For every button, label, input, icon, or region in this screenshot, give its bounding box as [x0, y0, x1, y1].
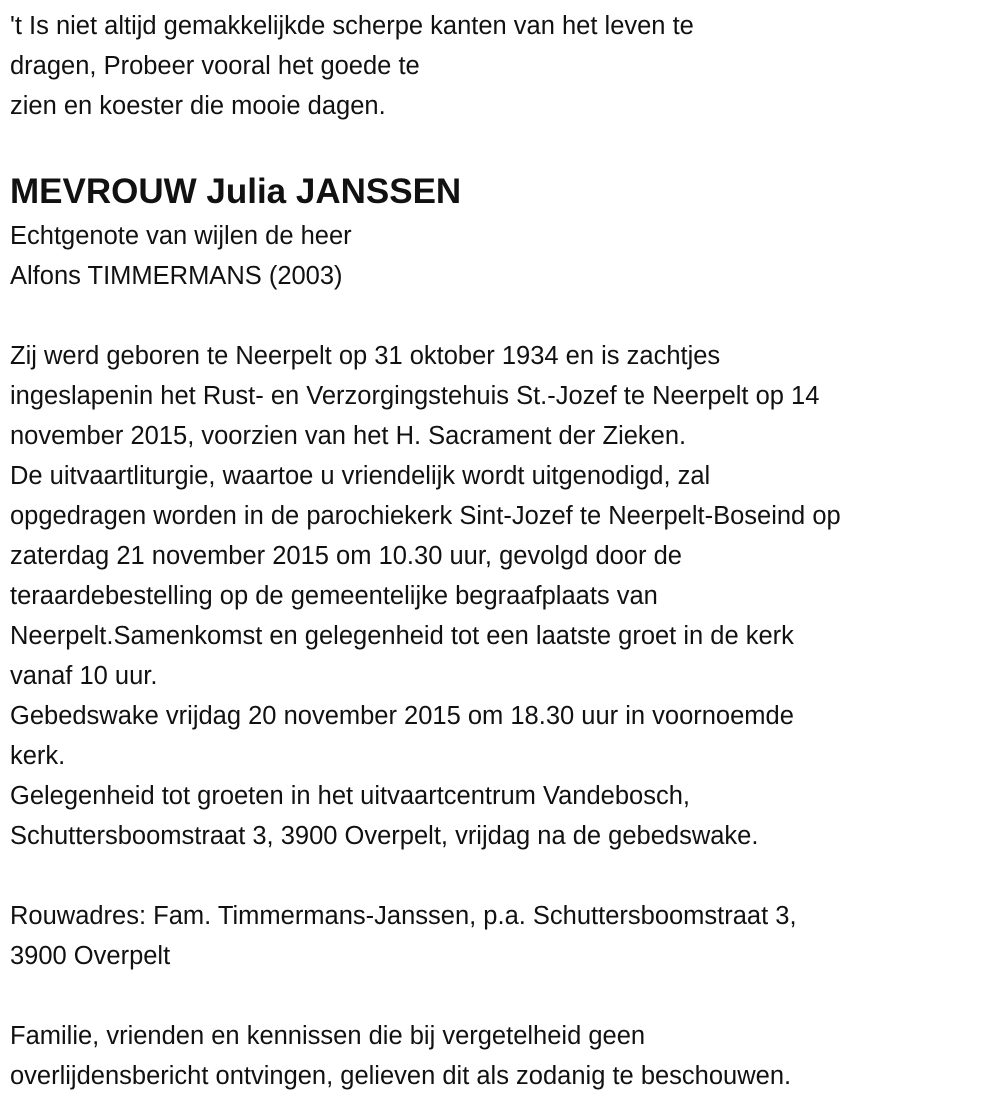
address-line: Rouwadres: Fam. Timmermans-Janssen, p.a. Schuttersboomstraat 3, — [10, 902, 797, 930]
body-line: november 2015, voorzien van het H. Sacrament der Zieken. — [10, 422, 687, 450]
body-line: Neerpelt.Samenkomst en gelegenheid tot een laatste groet in de kerk — [10, 622, 794, 650]
body-line: teraardebestelling op de gemeentelijke begraafplaats van — [10, 582, 658, 610]
body-line: vanaf 10 uur. — [10, 662, 158, 690]
body-line: Gebedswake vrijdag 20 november 2015 om 18.30 uur in voornoemde — [10, 702, 794, 730]
body-line: opgedragen worden in de parochiekerk Sint-Jozef te Neerpelt-Boseind op — [10, 502, 841, 530]
body-line: Gelegenheid tot groeten in het uitvaartcentrum Vandebosch, — [10, 782, 690, 810]
closing-note — [10, 1016, 841, 1096]
subtitle-line: Alfons TIMMERMANS (2003) — [10, 262, 343, 290]
closing-line: Familie, vrienden en kennissen die bij vergetelheid geen — [10, 1022, 646, 1050]
closing-line: overlijdensbericht ontvingen, gelieven dit als zodanig te beschouwen. — [10, 1062, 792, 1090]
subtitle — [10, 216, 841, 296]
poem-line: dragen, Probeer vooral het goede te — [10, 52, 420, 80]
poem — [10, 6, 841, 126]
obituary-notice — [10, 6, 841, 1096]
address-line: 3900 Overpelt — [10, 942, 171, 970]
poem-line: zien en koester die mooie dagen. — [10, 92, 386, 120]
body-line: kerk. — [10, 742, 66, 770]
body-text — [10, 336, 841, 856]
body-line: zaterdag 21 november 2015 om 10.30 uur, gevolgd door de — [10, 542, 682, 570]
mourning-address — [10, 896, 841, 976]
body-line: De uitvaartliturgie, waartoe u vriendelijk wordt uitgenodigd, zal — [10, 462, 711, 490]
body-line: ingeslapenin het Rust- en Verzorgingstehuis St.-Jozef te Neerpelt op 14 — [10, 382, 820, 410]
poem-line: 't Is niet altijd gemakkelijkde scherpe kanten van het leven te — [10, 12, 694, 40]
body-line: Schuttersboomstraat 3, 3900 Overpelt, vrijdag na de gebedswake. — [10, 822, 759, 850]
body-line: Zij werd geboren te Neerpelt op 31 oktober 1934 en is zachtjes — [10, 342, 721, 370]
deceased-name: MEVROUW Julia JANSSEN — [10, 172, 462, 211]
subtitle-line: Echtgenote van wijlen de heer — [10, 222, 352, 250]
